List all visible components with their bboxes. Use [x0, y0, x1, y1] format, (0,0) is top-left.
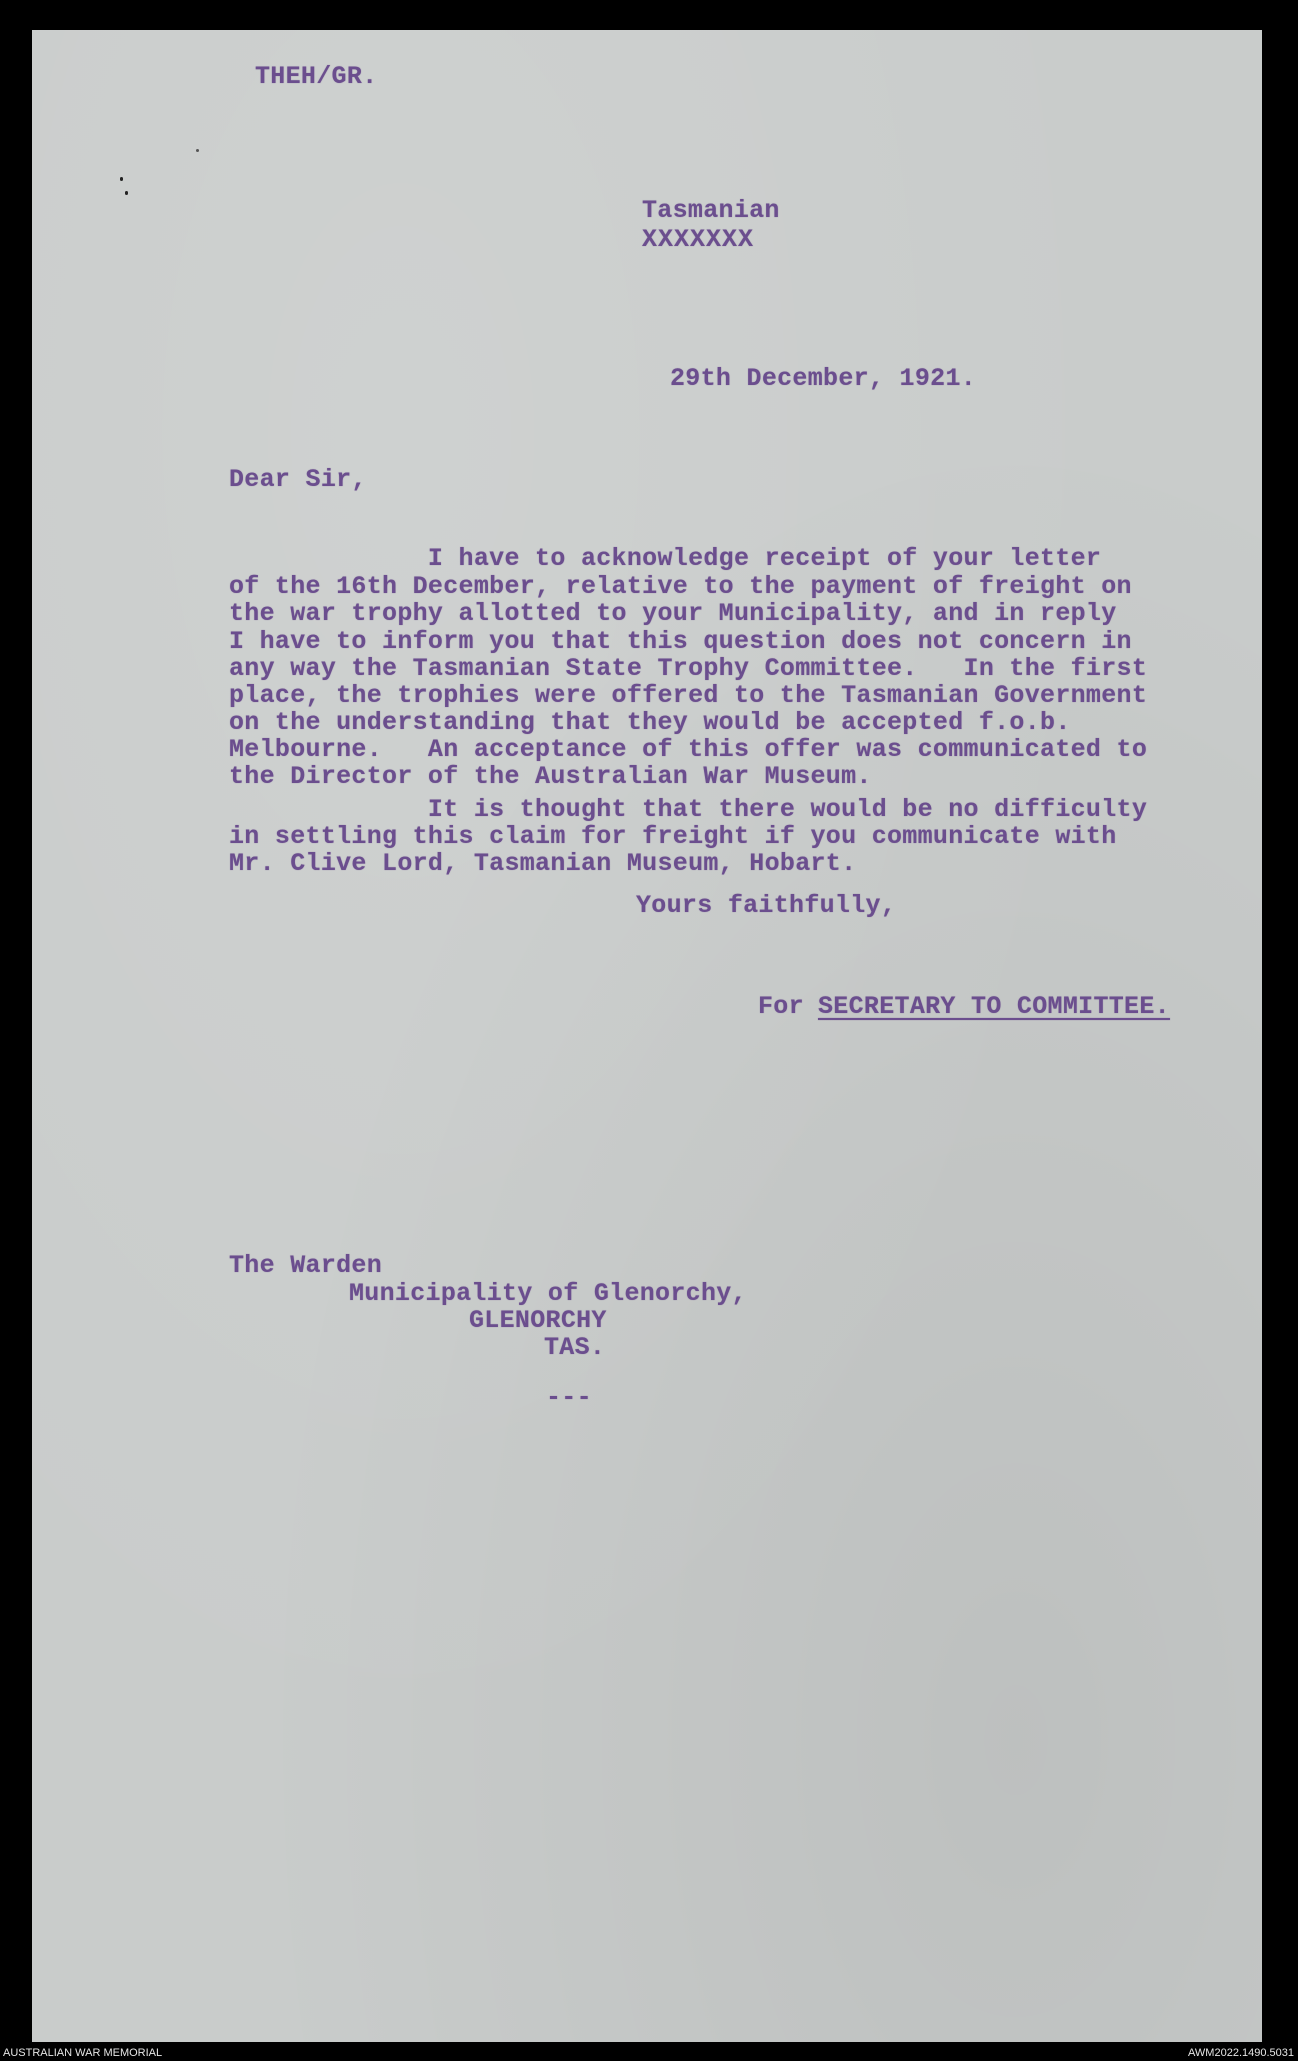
paragraph-1-line: the war trophy allotted to your Municipality, and in reply — [229, 599, 1117, 628]
footer-institution: AUSTRALIAN WAR MEMORIAL — [3, 2047, 163, 2059]
paragraph-1-line: on the understanding that they would be accepted f.o.b. — [229, 708, 1071, 737]
paragraph-1-line: any way the Tasmanian State Trophy Committee. In the first — [229, 654, 1148, 683]
paper-speck — [120, 177, 123, 181]
paper-speck — [196, 149, 199, 152]
closing: Yours faithfully, — [636, 891, 897, 920]
letterhead-line-2: XXXXXXX — [642, 225, 755, 254]
address-line: Municipality of Glenorchy, — [349, 1279, 747, 1308]
paragraph-1-line: Melbourne. An acceptance of this offer was communicated to — [229, 735, 1148, 764]
end-mark: --- — [546, 1383, 592, 1412]
address-line: GLENORCHY — [469, 1306, 607, 1335]
address-line: The Warden — [229, 1251, 383, 1280]
letterhead-line-1: Tasmanian — [642, 196, 780, 225]
signature-title: SECRETARY TO COMMITTEE. — [818, 992, 1170, 1021]
paragraph-1-line: place, the trophies were offered to the Tasmanian Government — [229, 681, 1148, 710]
address-line: TAS. — [544, 1333, 606, 1362]
letter-page — [32, 30, 1262, 2042]
letter-date: 29th December, 1921. — [670, 364, 977, 393]
signature-prefix: For — [758, 992, 804, 1021]
paragraph-2-line: Mr. Clive Lord, Tasmanian Museum, Hobart. — [229, 849, 857, 878]
footer-accession-number: AWM2022.1490.5031 — [1188, 2047, 1294, 2059]
paragraph-2-line: in settling this claim for freight if you communicate with — [229, 822, 1117, 851]
paper-speck — [125, 191, 128, 195]
paragraph-1-line: I have to inform you that this question does not concern in — [229, 627, 1132, 656]
paragraph-2-line: It is thought that there would be no difficulty — [229, 795, 1148, 824]
paragraph-1-line: I have to acknowledge receipt of your letter — [229, 544, 1102, 573]
reference-code: THEH/GR. — [255, 62, 378, 91]
paragraph-1-line: the Director of the Australian War Museum. — [229, 762, 872, 791]
salutation: Dear Sir, — [229, 465, 367, 494]
paragraph-1-line: of the 16th December, relative to the payment of freight on — [229, 572, 1132, 601]
